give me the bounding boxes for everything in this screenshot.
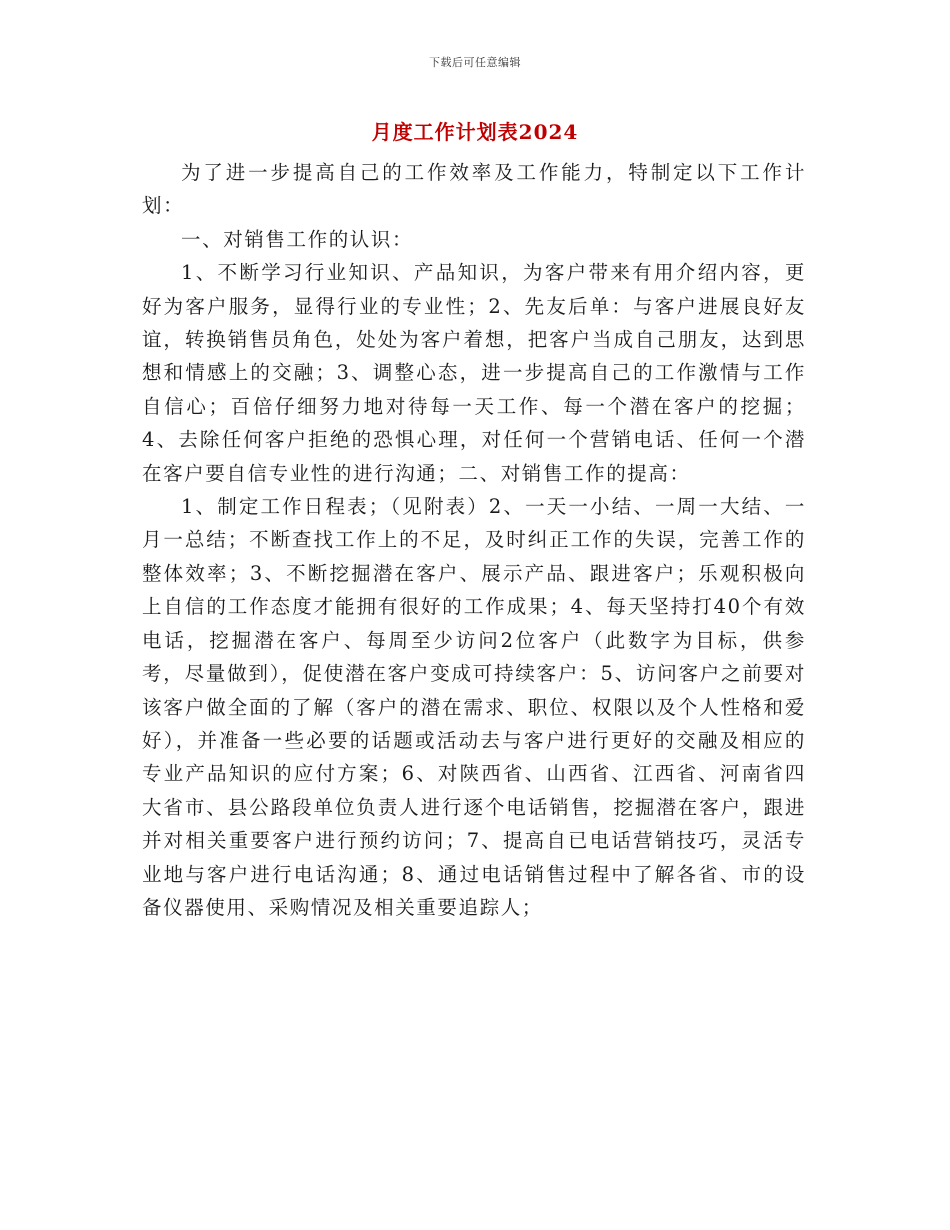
paragraph-sales-improvement: 1、制定工作日程表；（见附表）2、一天一小结、一周一大结、一月一总结；不断查找工作上的不足，及时纠正工作的失误，完善工作的整体效率；3、不断挖掘潜在客户、展示产品、跟进客户；乐观积极向上自信的工作态度才能拥有很好的工作成果；4、每天坚持打40个有效电话，挖掘潜在客户、每周至少访问2位客户（此数字为目标，供参考，尽量做到），促使潜在客户变成可持续客户：5、访问客户之前要对该客户做全面的了解（客户的潜在需求、职位、权限以及个人性格和爱好），并准备一些必要的话题或活动去与客户进行更好的交融及相应的专业产品知识的应付方案；6、对陕西省、山西省、江西省、河南省四大省市、县公路段单位负责人进行逐个电话销售，挖掘潜在客户，跟进并对相关重要客户进行预约访问；7、提高自已电话营销技巧，灵活专业地与客户进行电话沟通；8、通过电话销售过程中了解各省、市的设备仪器使用、采购情况及相关重要追踪人； — [142, 495, 806, 919]
paragraph-sales-understanding: 1、不断学习行业知识、产品知识，为客户带来有用介绍内容，更好为客户服务，显得行业的专业性；2、先友后单：与客户进展良好友谊，转换销售员角色，处处为客户着想，把客户当成自己朋友，达到思想和情感上的交融；3、调整心态，进一步提高自己的工作激情与工作自信心；百倍仔细努力地对待每一天工作、每一个潜在客户的挖掘；4、去除任何客户拒绝的恐惧心理，对任何一个营销电话、任何一个潜在客户要自信专业性的进行沟通；二、对销售工作的提高： — [142, 261, 806, 485]
paragraph-section-one-heading: 一、对销售工作的认识： — [181, 227, 414, 251]
document-title: 月度工作计划表2024 — [371, 120, 579, 144]
header-note: 下载后可任意编辑 — [429, 56, 521, 69]
document-body — [142, 156, 806, 924]
paragraph-intro: 为了进一步提高自己的工作效率及工作能力，特制定以下工作计划： — [142, 161, 806, 218]
